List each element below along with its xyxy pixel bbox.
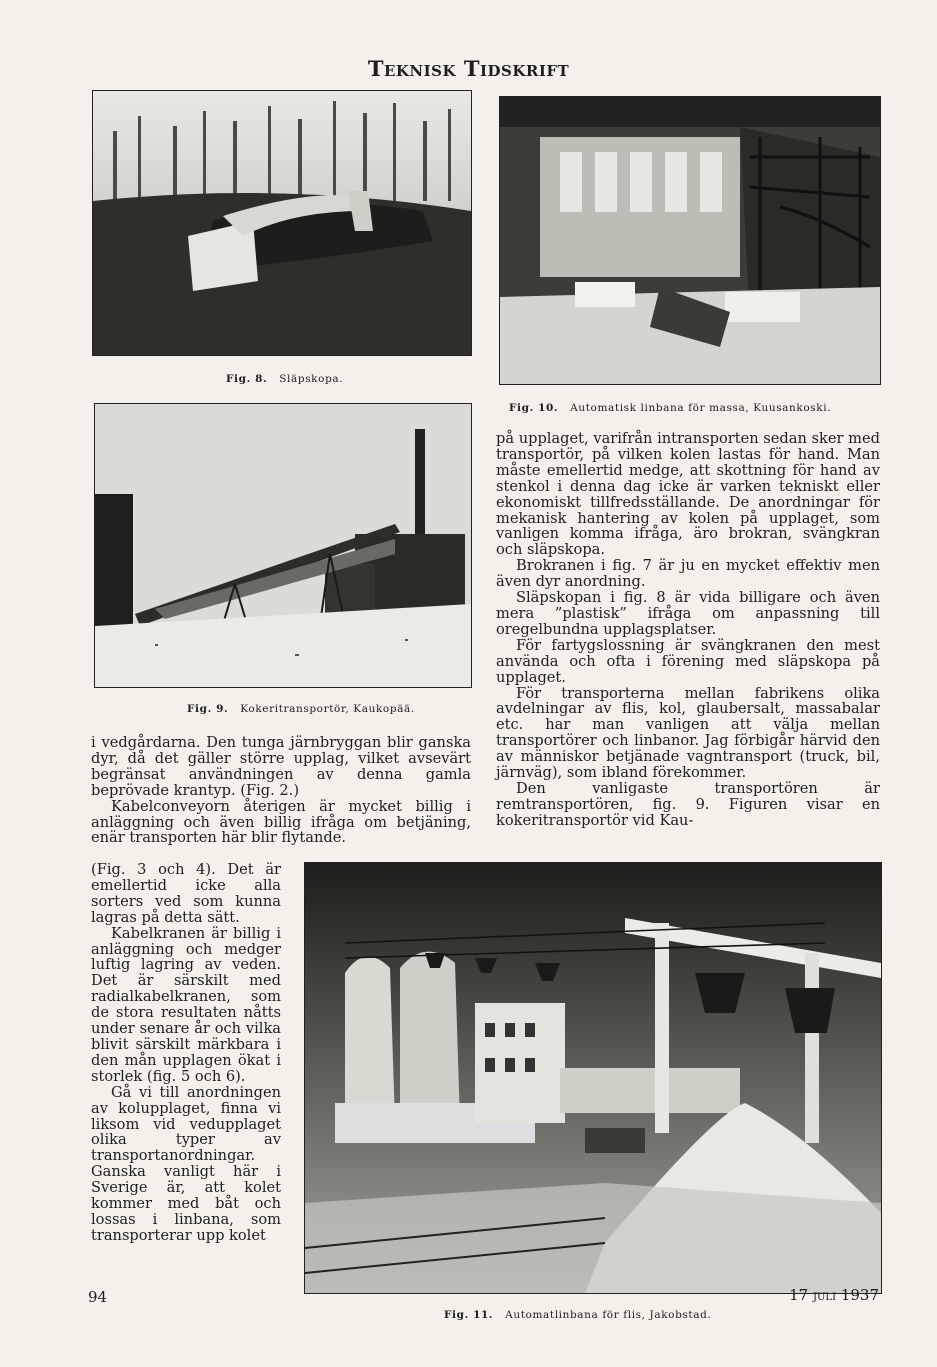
paragraph: på upplaget, varifrån intransporten sedan sker med transportör, på vilken kolen lastas för hand. Man måste emellertid medge, att skottning för hand av stenkol i denna dag icke är varken tekniskt eller ekonomiskt tillfredsställande. De anordningar för mekanisk hantering av kolen på upplaget, som vanligen komma ifråga, äro brokran, svängkran och släpskopa. [496, 430, 880, 559]
date-year: 1937 [840, 1286, 879, 1304]
paragraph: (Fig. 3 och 4). Det är emellertid icke alla sorters ved som kunna lagras på detta sätt. [91, 861, 281, 926]
date-month: juli [813, 1288, 837, 1304]
fig10-text: Automatisk linbana för massa, Kuusankoski. [570, 402, 832, 414]
paragraph: Kabelkranen är billig i anläggning och medger luftig lagring av veden. Det är särskilt med radialkabelkranen, som de stora resultaten nåtts under senare år och vilka blivit särskilt märkbara i den mån upplagen ökat i storlek (fig. 5 och 6). [91, 924, 281, 1085]
page-number: 94 [88, 1288, 108, 1306]
fig9-text: Kokeritransportör, Kaukopää. [240, 703, 415, 715]
fig11-caption [444, 1309, 711, 1321]
fig9-number: Fig. 9. [187, 703, 229, 715]
fig10-number: Fig. 10. [509, 402, 559, 414]
fig9-caption [187, 703, 415, 715]
fig11-text: Automatlinbana för flis, Jakobstad. [505, 1309, 712, 1321]
fig8-photo [92, 90, 472, 356]
left-column-narrow-text [91, 862, 281, 1244]
issue-date [789, 1286, 879, 1304]
fig8-text: Släpskopa. [279, 373, 344, 385]
fig9-photo [94, 403, 472, 688]
fig11-photo [304, 862, 882, 1294]
fig8-number: Fig. 8. [226, 373, 268, 385]
paragraph: För fartygslossning är svängkranen den mest använda och ofta i förening med släpskopa på upplaget. [496, 636, 880, 686]
paragraph: Kabelconveyorn återigen är mycket billig i anläggning och även billig ifråga om betjäning, enär transporten här blir flytande. [91, 797, 471, 847]
date-day: 17 [789, 1286, 809, 1304]
fig8-caption [226, 373, 343, 385]
paragraph: Den vanligaste transportören är remtransportören, fig. 9. Figuren visar en kokeritransportör vid Kau- [496, 779, 880, 829]
paragraph: i vedgårdarna. Den tunga järnbryggan blir ganska dyr, då det gäller större upplag, vilket avsevärt begränsat användningen av denna gamla beprövade krantyp. (Fig. 2.) [91, 734, 471, 799]
fig10-photo [499, 96, 881, 385]
right-column-text [496, 431, 880, 829]
paragraph: Brokranen i fig. 7 är ju en mycket effektiv men även dyr anordning. [496, 557, 880, 591]
fig11-number: Fig. 11. [444, 1309, 494, 1321]
journal-title: Teknisk Tidskrift [367, 56, 570, 81]
fig10-caption [509, 402, 831, 414]
left-column-top-text [91, 735, 471, 846]
paragraph: För transporterna mellan fabrikens olika avdelningar av flis, kol, glaubersalt, massabalar etc. har man vanligen att välja mellan transportörer och linbanor. Jag förbigår härvid den av människor betjänade vagntransport (truck, bil, järnväg), som ibland förekommer. [496, 684, 880, 782]
paragraph: Gå vi till anordningen av kolupplaget, finna vi liksom vid vedupplaget olika typer av transportanordningar. Ganska vanligt här i Sverige är, att kolet kommer med båt och lossas i linbana, som transporterar upp kolet [91, 1083, 281, 1244]
paragraph: Släpskopan i fig. 8 är vida billigare och även mera ”plastisk” ifråga om anpassning till oregelbundna upplagsplatser. [496, 589, 880, 638]
